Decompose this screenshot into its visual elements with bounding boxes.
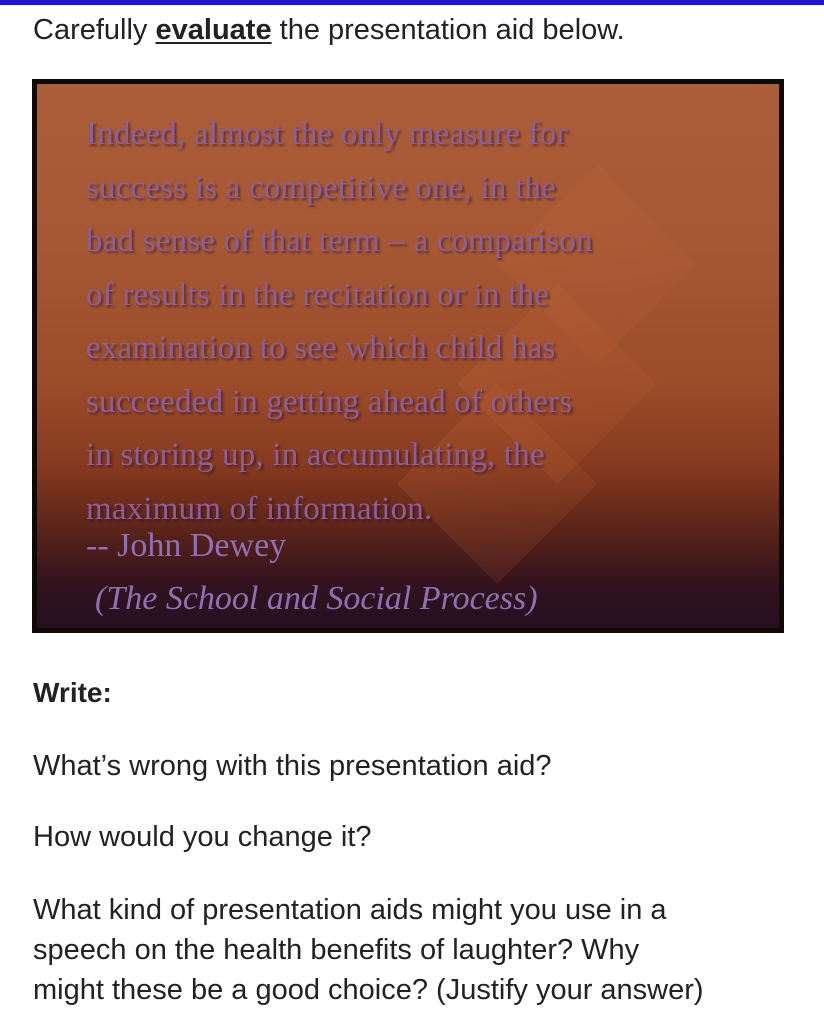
quote-line: examination to see which child has [86, 330, 556, 366]
prompt-laughter-aids: What kind of presentation aids might you use in a speech on the health benefits of laughter? Why might these be a good choice? (Justify your answer) [33, 894, 704, 1006]
quote-line: maximum of information. [86, 490, 433, 527]
quote-line: Indeed, almost the only measure for [86, 116, 568, 152]
slide-quote [86, 108, 766, 536]
quote-line: success is a competitive one, in the [86, 169, 556, 206]
instruction-emphasis: evaluate [155, 14, 272, 46]
quote-line: bad sense of that term – a comparison [86, 223, 593, 259]
quote-source: (The School and Social Process) [95, 580, 538, 617]
prompt-how-change: How would you change it? [33, 821, 372, 853]
top-accent-bar [0, 0, 824, 5]
write-heading: Write: [33, 677, 112, 708]
slide-background [37, 84, 779, 628]
prompt-whats-wrong: What’s wrong with this presentation aid? [33, 750, 552, 782]
presentation-aid-image [32, 79, 784, 633]
quote-line: of results in the recitation or in the [86, 276, 550, 313]
quote-attribution: -- John Dewey [86, 527, 287, 564]
instruction-text [33, 8, 625, 52]
instruction-after: the presentation aid below. [271, 14, 625, 46]
quote-line: succeeded in getting ahead of others [86, 383, 573, 420]
quote-line: in storing up, in accumulating, the [86, 437, 545, 473]
instruction-before: Carefully [33, 14, 156, 46]
